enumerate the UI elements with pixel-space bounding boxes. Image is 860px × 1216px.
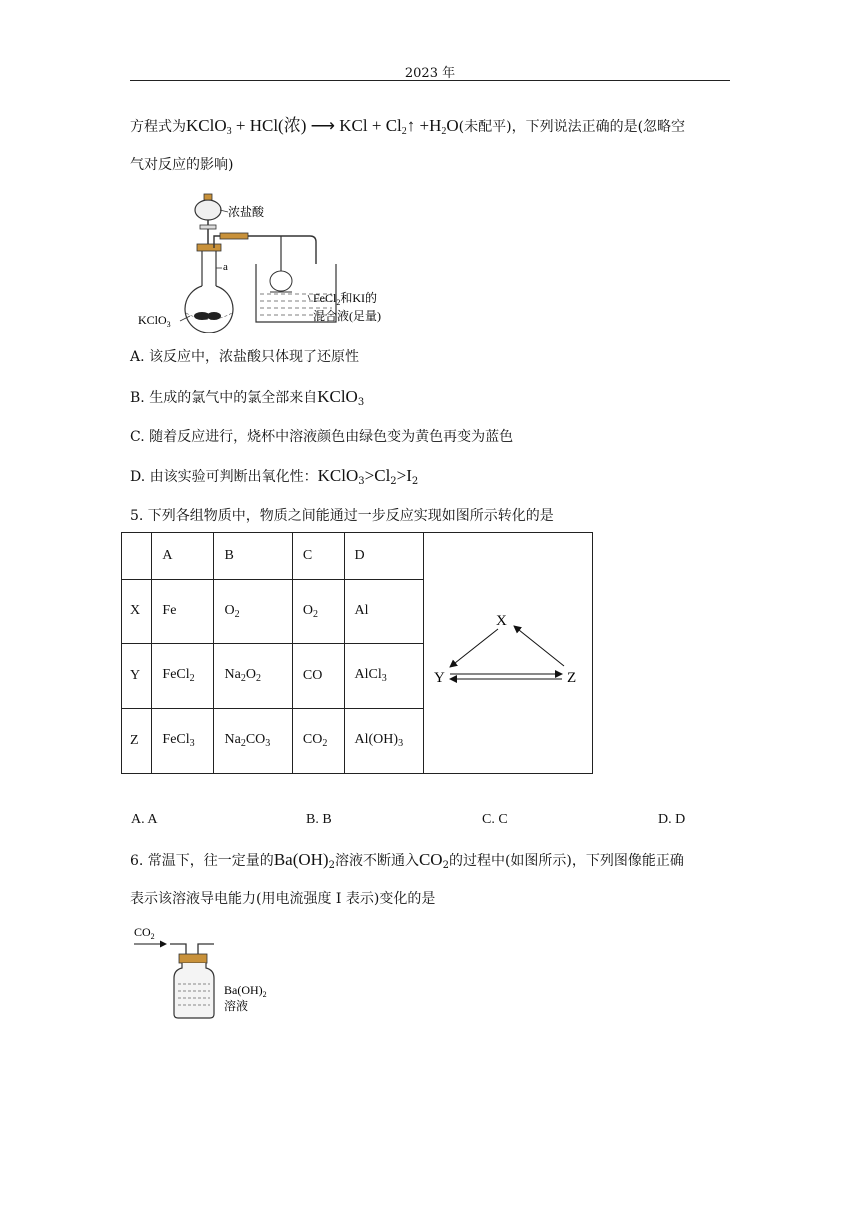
table-cell: $Al(OH)_3$ bbox=[344, 708, 423, 773]
q6-stem-line1: 6. 常温下，往一定量的$Ba(OH)_2$溶液不断通入$CO_2$的过程中(如图所示)，下列图像能正确 bbox=[130, 850, 684, 871]
table-cell: AlCl$_3$ bbox=[344, 643, 423, 708]
table-cell: Al bbox=[344, 579, 423, 643]
q6-stem-line2: 表示该溶液导电能力(用电流强度 I 表示)变化的是 bbox=[130, 891, 436, 907]
q6-gas-bottle-figure bbox=[130, 922, 290, 1024]
q5-diagram-cell bbox=[424, 533, 593, 774]
q4-eq-suffix: (未配平)，下列说法正确的是(忽略空 bbox=[458, 119, 686, 135]
q4-equation: KClO$_3$ + HCl(浓) ⟶ KCl + $Cl_2↑ +H_2O$ bbox=[186, 116, 459, 137]
row-label-x: X bbox=[122, 579, 152, 643]
node-z: Z bbox=[567, 670, 577, 686]
page-header-year: 2023 年 bbox=[404, 66, 456, 81]
header-cell: B bbox=[214, 533, 292, 580]
header-cell: C bbox=[292, 533, 344, 580]
node-y: Y bbox=[434, 670, 445, 686]
table-cell: FeCl$_2$ bbox=[152, 643, 214, 708]
q5-answer-d: D. D bbox=[658, 812, 686, 827]
header-cell: D bbox=[344, 533, 423, 580]
q4-stem-line2: 气对反应的影响) bbox=[130, 157, 234, 173]
header-cell: A bbox=[152, 533, 214, 580]
q5-stem: 5. 下列各组物质中，物质之间能通过一步反应实现如图所示转化的是 bbox=[130, 508, 554, 524]
label-solution: 溶液 bbox=[224, 999, 249, 1013]
row-label-z: Z bbox=[122, 708, 152, 773]
q5-cycle-diagram bbox=[424, 533, 592, 768]
table-cell: $CO_2$ bbox=[292, 708, 344, 773]
table-cell: FeCl$_3$ bbox=[152, 708, 214, 773]
label-conc-hcl: 浓盐酸 bbox=[228, 205, 265, 219]
table-cell: CO bbox=[292, 643, 344, 708]
node-x: X bbox=[496, 613, 507, 629]
label-kclo3: KClO$_3$ bbox=[138, 313, 171, 329]
header-rule bbox=[130, 80, 730, 81]
table-cell: $Na_2O_2$ bbox=[214, 643, 292, 708]
q4-option-a: A. 该反应中，浓盐酸只体现了还原性 bbox=[130, 349, 360, 365]
table-cell: $O_2$ bbox=[214, 579, 292, 643]
q5-table bbox=[121, 532, 593, 774]
row-label-y: Y bbox=[122, 643, 152, 708]
label-baoh2: $Ba(OH)_2$ bbox=[224, 983, 267, 999]
q4-option-b: B. 生成的氯气中的氯全部来自KClO$_3$ bbox=[130, 387, 365, 408]
table-cell: $O_2$ bbox=[292, 579, 344, 643]
label-a: a bbox=[223, 261, 228, 273]
q4-apparatus-figure bbox=[130, 188, 400, 333]
table-cell: $Na_2CO_3$ bbox=[214, 708, 292, 773]
label-co2: $CO_2$ bbox=[134, 925, 155, 941]
table-cell: Fe bbox=[152, 579, 214, 643]
label-mixture-line2: 混合液(足量) bbox=[313, 309, 381, 323]
q4-equation-line bbox=[130, 116, 685, 142]
label-mixture-line1: FeCl$_2$和KI的 bbox=[313, 291, 378, 307]
q5-answer-a: A. A bbox=[131, 812, 158, 827]
q4-option-c: C. 随着反应进行，烧杯中溶液颜色由绿色变为黄色再变为蓝色 bbox=[130, 429, 514, 445]
q4-option-d: D. 由该实验可判断出氧化性：$KClO_3>Cl_2>I_2$ bbox=[130, 466, 419, 487]
q5-answer-b: B. B bbox=[306, 812, 332, 827]
q4-eq-prefix: 方程式为 bbox=[130, 119, 186, 135]
q5-answer-c: C. C bbox=[482, 812, 508, 827]
